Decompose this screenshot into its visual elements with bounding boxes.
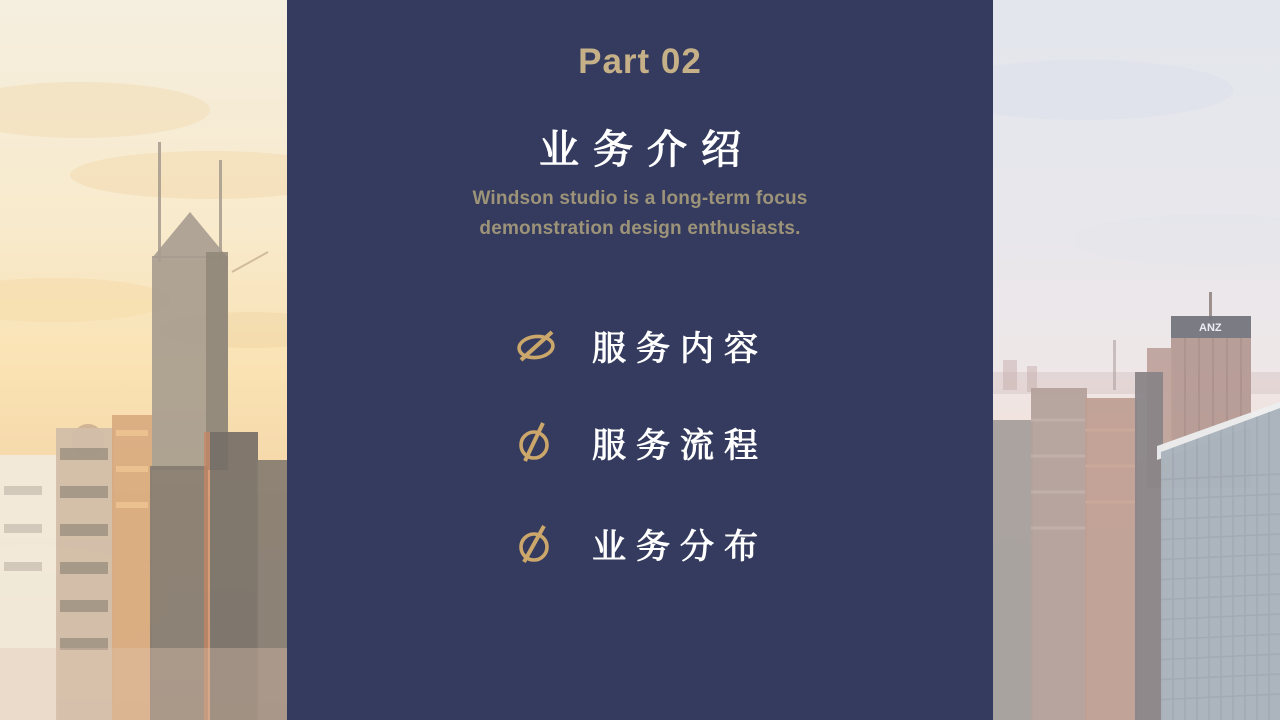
section-title: 业务介绍 [539, 128, 755, 172]
subtitle-line-2: demonstration design enthusiasts. [479, 218, 801, 239]
menu-item-service-process[interactable] [287, 413, 993, 471]
anz-sign-text: ANZ [1199, 322, 1222, 334]
right-background-photo [993, 0, 1280, 720]
slashed-circle-icon [512, 323, 560, 367]
menu-item-label: 服务流程 [592, 426, 768, 465]
part-label: Part 02 [578, 42, 702, 81]
sunset-skyline-illustration [0, 0, 287, 720]
dusk-skyline-illustration [993, 0, 1280, 720]
subtitle-line-1: Windson studio is a long-term focus [472, 188, 808, 209]
left-background-photo [0, 0, 287, 720]
menu-item-service-content[interactable] [287, 316, 993, 374]
menu-item-label: 服务内容 [592, 329, 768, 368]
menu-item-business-distribution[interactable] [287, 514, 993, 572]
slashed-circle-icon [512, 419, 560, 465]
center-panel [287, 0, 993, 720]
slashed-circle-icon [512, 519, 560, 567]
menu-item-label: 业务分布 [592, 527, 768, 566]
subtitle [287, 184, 993, 244]
